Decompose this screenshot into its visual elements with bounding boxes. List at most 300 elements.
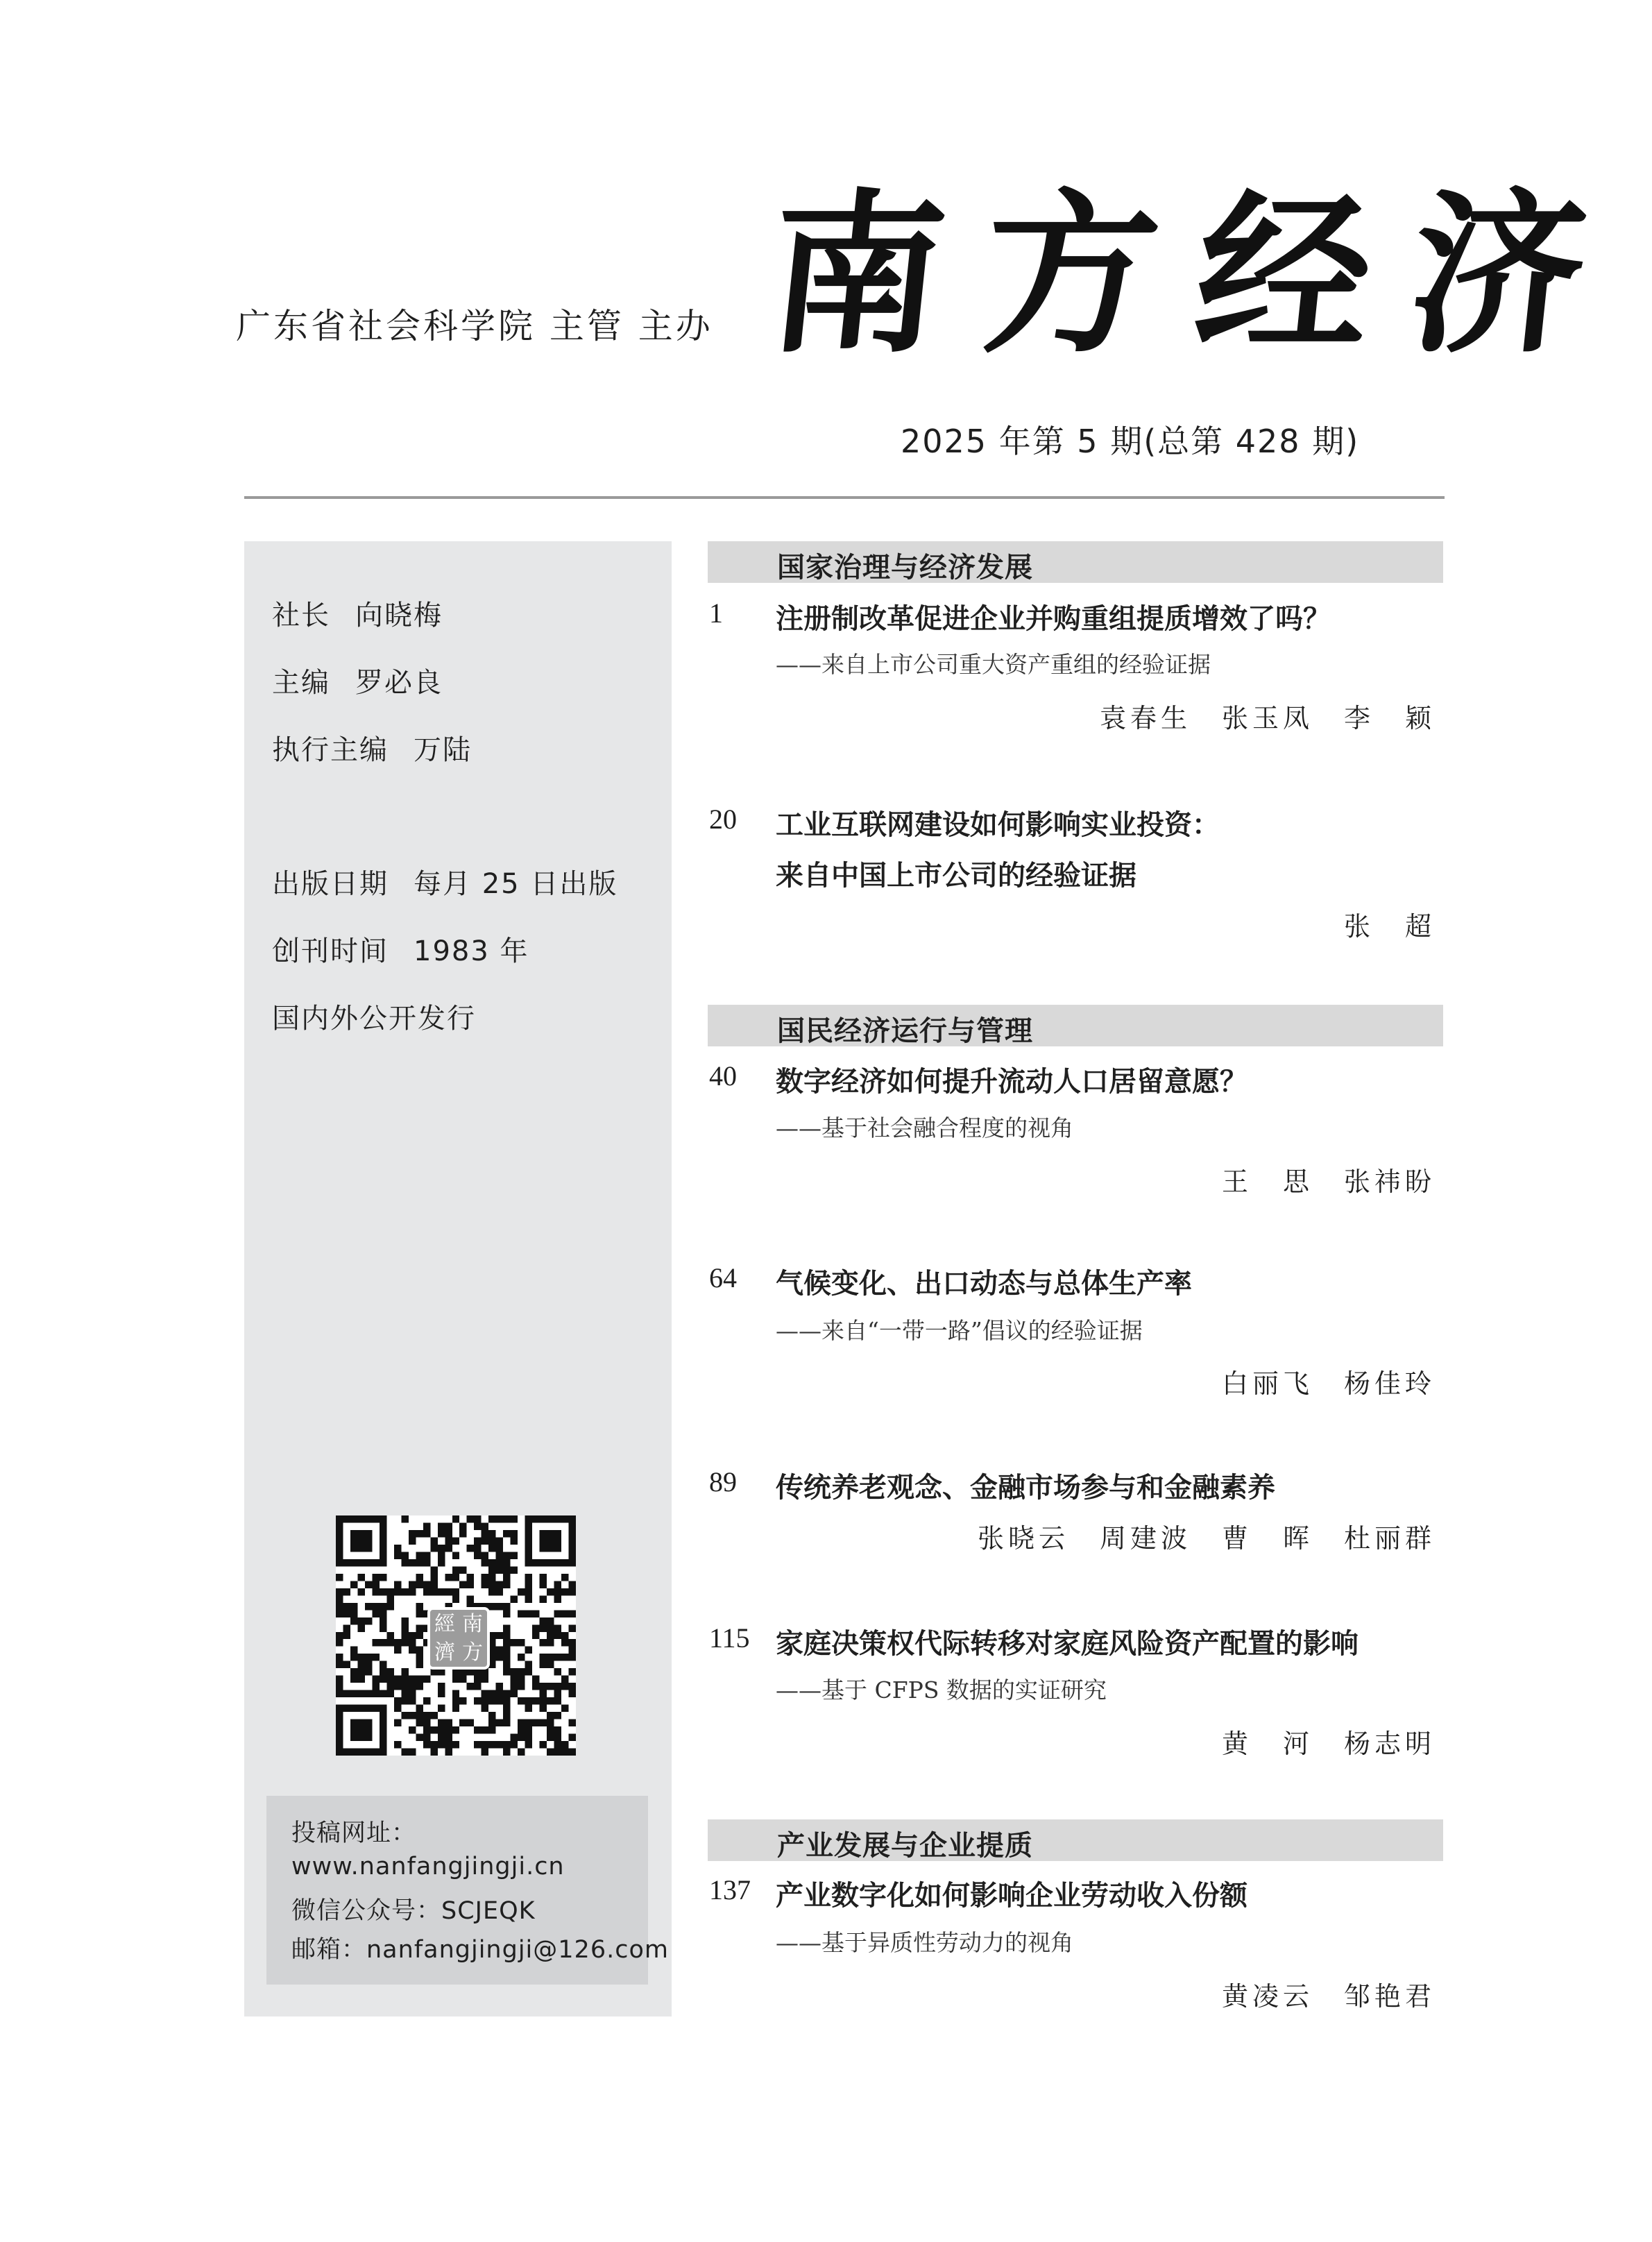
qr-module (511, 1683, 518, 1690)
qr-module (525, 1545, 532, 1552)
qr-module (372, 1639, 379, 1646)
qr-module (569, 1530, 576, 1537)
qr-module (459, 1697, 466, 1704)
qr-module (518, 1683, 525, 1690)
publisher-line: 广东省社会科学院 主管 主办 (236, 306, 713, 346)
qr-module (343, 1690, 350, 1697)
qr-module (561, 1632, 568, 1639)
qr-module (503, 1515, 510, 1522)
qr-module (459, 1676, 466, 1683)
qr-module (503, 1690, 510, 1697)
qr-module (445, 1537, 452, 1544)
qr-module (365, 1726, 372, 1733)
qr-module (336, 1705, 343, 1712)
qr-module (511, 1690, 518, 1697)
qr-module (569, 1537, 576, 1544)
qr-module (474, 1683, 481, 1690)
qr-module (540, 1719, 547, 1726)
qr-module (482, 1530, 488, 1537)
section-header: 国家治理与经济发展 (708, 541, 1443, 583)
qr-module (380, 1515, 386, 1522)
qr-module (547, 1545, 554, 1552)
qr-module (540, 1595, 547, 1602)
qr-module (452, 1595, 459, 1602)
qr-module (365, 1705, 372, 1712)
qr-module (474, 1741, 481, 1748)
wechat-account: 微信公众号：SCJEQK (291, 1897, 536, 1925)
qr-module (380, 1639, 386, 1646)
staff-editor-in-chief: 主编 罗必良 (272, 667, 443, 699)
qr-module (416, 1661, 423, 1668)
qr-module (336, 1574, 343, 1581)
qr-module (438, 1522, 445, 1529)
qr-module (452, 1676, 459, 1683)
qr-module (423, 1712, 430, 1719)
qr-module (394, 1581, 401, 1588)
qr-module (569, 1668, 576, 1675)
qr-module (336, 1603, 343, 1610)
qr-module (401, 1632, 408, 1639)
qr-module (511, 1537, 518, 1544)
qr-module (452, 1705, 459, 1712)
qr-module (488, 1603, 495, 1610)
qr-module (438, 1734, 445, 1741)
qr-module (357, 1559, 364, 1566)
staff-executive-editor: 执行主编 万陆 (272, 734, 472, 766)
qr-module (540, 1617, 547, 1624)
qr-module (380, 1537, 386, 1544)
qr-module (511, 1595, 518, 1602)
qr-module (496, 1545, 503, 1552)
qr-module (525, 1668, 532, 1675)
qr-module (561, 1749, 568, 1756)
qr-module (416, 1552, 423, 1559)
qr-module (474, 1552, 481, 1559)
qr-module (416, 1559, 423, 1566)
qr-module (569, 1683, 576, 1690)
qr-module (540, 1661, 547, 1668)
qr-module (554, 1632, 561, 1639)
qr-module (372, 1676, 379, 1683)
qr-module (511, 1566, 518, 1573)
qr-module (357, 1515, 364, 1522)
qr-module (380, 1690, 386, 1697)
qr-module (554, 1515, 561, 1522)
article-authors: 黄 河 杨志明 (1221, 1729, 1436, 1759)
qr-module (525, 1559, 532, 1566)
qr-module (336, 1712, 343, 1719)
qr-module (561, 1683, 568, 1690)
qr-module (336, 1530, 343, 1537)
qr-module (459, 1522, 466, 1529)
qr-module (423, 1559, 430, 1566)
article-page-number: 89 (709, 1466, 737, 1497)
qr-module (525, 1697, 532, 1704)
article-title[interactable]: 传统养老观念、金融市场参与和金融素养 (776, 1471, 1275, 1504)
article-title[interactable]: 数字经济如何提升流动人口居留意愿？ (776, 1065, 1247, 1098)
qr-module (474, 1537, 481, 1544)
qr-module (445, 1719, 452, 1726)
qr-module (380, 1705, 386, 1712)
qr-module (496, 1683, 503, 1690)
qr-module (503, 1574, 510, 1581)
qr-module (336, 1741, 343, 1748)
qr-module (488, 1726, 495, 1733)
qr-module (409, 1588, 416, 1595)
qr-module (416, 1574, 423, 1581)
qr-module (459, 1719, 466, 1726)
qr-module (401, 1624, 408, 1631)
qr-module (525, 1595, 532, 1602)
qr-module (336, 1690, 343, 1697)
qr-module (503, 1566, 510, 1573)
qr-module (532, 1676, 539, 1683)
article-title[interactable]: 气候变化、出口动态与总体生产率 (776, 1267, 1192, 1300)
qr-logo-badge: 經 南 濟 方 (427, 1607, 490, 1670)
qr-module (409, 1676, 416, 1683)
qr-module (540, 1559, 547, 1566)
qr-module (365, 1545, 372, 1552)
qr-module (416, 1676, 423, 1683)
qr-module (503, 1559, 510, 1566)
article-page-number: 1 (709, 597, 723, 629)
qr-module (401, 1515, 408, 1522)
qr-module (438, 1530, 445, 1537)
qr-module (438, 1690, 445, 1697)
qr-module (365, 1581, 372, 1588)
qr-module (445, 1522, 452, 1529)
qr-module (380, 1661, 386, 1668)
qr-module (380, 1726, 386, 1733)
article-title[interactable]: 注册制改革促进企业并购重组提质增效了吗？ (776, 602, 1331, 635)
qr-module (547, 1749, 554, 1756)
qr-module (380, 1741, 386, 1748)
article-subtitle: ——基于 CFPS 数据的实证研究 (776, 1676, 1107, 1704)
qr-module (525, 1588, 532, 1595)
qr-module (438, 1683, 445, 1690)
qr-module (350, 1545, 357, 1552)
qr-module (496, 1581, 503, 1588)
qr-module (547, 1654, 554, 1661)
qr-module (336, 1537, 343, 1544)
qr-module (336, 1676, 343, 1683)
submission-label: 投稿网址： (291, 1819, 417, 1847)
qr-module (496, 1632, 503, 1639)
qr-module (496, 1697, 503, 1704)
qr-module (350, 1676, 357, 1683)
qr-module (350, 1690, 357, 1697)
qr-module (394, 1705, 401, 1712)
qr-module (416, 1581, 423, 1588)
qr-module (488, 1741, 495, 1748)
qr-module (525, 1581, 532, 1588)
qr-module (357, 1690, 364, 1697)
qr-module (423, 1719, 430, 1726)
qr-module (357, 1588, 364, 1595)
qr-module (423, 1522, 430, 1529)
header-divider (244, 496, 1445, 499)
qr-module (394, 1545, 401, 1552)
qr-module (380, 1522, 386, 1529)
qr-module (416, 1610, 423, 1617)
article-title[interactable]: 工业互联网建设如何影响实业投资： (776, 808, 1220, 841)
qr-module (365, 1617, 372, 1624)
qr-module (380, 1734, 386, 1741)
qr-module (343, 1610, 350, 1617)
qr-module (496, 1515, 503, 1522)
qr-module (547, 1617, 554, 1624)
qr-module (540, 1741, 547, 1748)
contact-email[interactable]: 邮箱：nanfangjingji@126.com (291, 1936, 669, 1964)
article-title[interactable]: 家庭决策权代际转移对家庭风险资产配置的影响 (776, 1627, 1359, 1660)
qr-module (357, 1574, 364, 1581)
qr-module (561, 1654, 568, 1661)
qr-module (561, 1559, 568, 1566)
qr-module (569, 1515, 576, 1522)
qr-module (386, 1639, 393, 1646)
qr-module (438, 1552, 445, 1559)
qr-module (503, 1647, 510, 1654)
qr-module (459, 1581, 466, 1588)
qr-module (496, 1741, 503, 1748)
qr-module (416, 1712, 423, 1719)
qr-module (401, 1683, 408, 1690)
qr-module (350, 1617, 357, 1624)
qr-module (380, 1545, 386, 1552)
qr-module (343, 1603, 350, 1610)
qr-module (540, 1654, 547, 1661)
qr-module (503, 1741, 510, 1748)
qr-module (343, 1661, 350, 1668)
qr-module (336, 1734, 343, 1741)
qr-module (482, 1552, 488, 1559)
article-title[interactable]: 产业数字化如何影响企业劳动收入份额 (776, 1879, 1247, 1912)
qr-module (401, 1617, 408, 1624)
qr-module (336, 1639, 343, 1646)
qr-module (511, 1530, 518, 1537)
qr-module (438, 1705, 445, 1712)
qr-module (496, 1566, 503, 1573)
qr-module (569, 1610, 576, 1617)
qr-module (401, 1668, 408, 1675)
qr-module (394, 1588, 401, 1595)
qr-module (554, 1610, 561, 1617)
qr-module (547, 1712, 554, 1719)
qr-module (409, 1581, 416, 1588)
qr-module (569, 1647, 576, 1654)
qr-module (452, 1588, 459, 1595)
qr-module (547, 1639, 554, 1646)
qr-module (488, 1588, 495, 1595)
qr-module (350, 1603, 357, 1610)
qr-module (554, 1690, 561, 1697)
qr-module (503, 1632, 510, 1639)
qr-module (569, 1559, 576, 1566)
qr-module (474, 1697, 481, 1704)
qr-module (409, 1712, 416, 1719)
info-publish-date: 出版日期 每月 25 日出版 (272, 868, 618, 900)
qr-module (394, 1639, 401, 1646)
qr-module (459, 1530, 466, 1537)
qr-module (380, 1719, 386, 1726)
qr-module (386, 1603, 393, 1610)
qr-module (438, 1545, 445, 1552)
qr-module (401, 1749, 408, 1756)
qr-module (365, 1654, 372, 1661)
qr-module (394, 1647, 401, 1654)
qr-module (503, 1552, 510, 1559)
qr-module (518, 1719, 525, 1726)
qr-module (488, 1537, 495, 1544)
qr-module (423, 1588, 430, 1595)
qr-module (482, 1741, 488, 1748)
article-subtitle: ——基于异质性劳动力的视角 (776, 1929, 1073, 1956)
qr-module (394, 1676, 401, 1683)
qr-module (525, 1522, 532, 1529)
qr-module (547, 1661, 554, 1668)
qr-module (518, 1697, 525, 1704)
qr-module (503, 1624, 510, 1631)
qr-module (474, 1515, 481, 1522)
qr-module (547, 1697, 554, 1704)
qr-module (488, 1712, 495, 1719)
qr-module (423, 1734, 430, 1741)
qr-module (452, 1697, 459, 1704)
qr-module (438, 1741, 445, 1748)
qr-module (394, 1741, 401, 1748)
qr-module (357, 1661, 364, 1668)
qr-module (540, 1624, 547, 1631)
qr-module (438, 1726, 445, 1733)
article-page-number: 64 (709, 1262, 737, 1293)
qr-module (518, 1654, 525, 1661)
qr-module (540, 1690, 547, 1697)
article-subtitle: ——来自“一带一路”倡议的经验证据 (776, 1317, 1143, 1344)
qr-module (357, 1719, 364, 1726)
qr-module (438, 1559, 445, 1566)
qr-module (401, 1552, 408, 1559)
qr-module (554, 1668, 561, 1675)
qr-module (372, 1515, 379, 1522)
qr-module (482, 1749, 488, 1756)
submission-url[interactable]: www.nanfangjingji.cn (291, 1853, 565, 1880)
qr-module (569, 1522, 576, 1529)
qr-module (540, 1639, 547, 1646)
qr-module (488, 1530, 495, 1537)
qr-module (350, 1515, 357, 1522)
qr-module (336, 1522, 343, 1529)
qr-module (365, 1530, 372, 1537)
qr-module (409, 1647, 416, 1654)
qr-module (357, 1726, 364, 1733)
info-distribution: 国内外公开发行 (272, 1003, 476, 1035)
qr-module (380, 1749, 386, 1756)
qr-module (532, 1683, 539, 1690)
qr-module (503, 1603, 510, 1610)
qr-module (488, 1690, 495, 1697)
qr-module (365, 1537, 372, 1544)
qr-module (554, 1624, 561, 1631)
qr-module (409, 1690, 416, 1697)
qr-module (488, 1581, 495, 1588)
qr-module (336, 1749, 343, 1756)
qr-module (350, 1537, 357, 1544)
qr-module (365, 1734, 372, 1741)
qr-module (569, 1654, 576, 1661)
qr-module (518, 1676, 525, 1683)
info-founded: 创刊时间 1983 年 (272, 935, 529, 967)
qr-module (554, 1588, 561, 1595)
qr-module (350, 1749, 357, 1756)
qr-module (416, 1530, 423, 1537)
qr-module (452, 1537, 459, 1544)
qr-module (336, 1545, 343, 1552)
qr-module (343, 1632, 350, 1639)
qr-module (547, 1624, 554, 1631)
article-authors: 袁春生 张玉凤 李 颖 (1099, 703, 1436, 733)
qr-module (561, 1515, 568, 1522)
qr-module (409, 1530, 416, 1537)
qr-module (482, 1726, 488, 1733)
qr-module (416, 1683, 423, 1690)
qr-module (430, 1588, 437, 1595)
qr-module (438, 1588, 445, 1595)
article-authors: 张 超 (1343, 911, 1436, 942)
qr-module (365, 1690, 372, 1697)
qr-module (547, 1588, 554, 1595)
qr-module (540, 1545, 547, 1552)
section-header: 产业发展与企业提质 (708, 1819, 1443, 1861)
qr-module (554, 1537, 561, 1544)
qr-module (350, 1719, 357, 1726)
qr-module (503, 1530, 510, 1537)
qr-module (445, 1545, 452, 1552)
qr-module (386, 1690, 393, 1697)
qr-module (482, 1676, 488, 1683)
qr-module (336, 1683, 343, 1690)
qr-module (423, 1581, 430, 1588)
qr-module (503, 1668, 510, 1675)
qr-module (336, 1632, 343, 1639)
qr-module (372, 1559, 379, 1566)
qr-module (423, 1697, 430, 1704)
qr-module (554, 1734, 561, 1741)
qr-module (554, 1545, 561, 1552)
qr-module (532, 1624, 539, 1631)
qr-module (409, 1726, 416, 1733)
qr-module (540, 1537, 547, 1544)
qr-module (438, 1719, 445, 1726)
qr-module (503, 1712, 510, 1719)
qr-module (445, 1530, 452, 1537)
qr-module (430, 1581, 437, 1588)
article-title-line2[interactable]: 来自中国上市公司的经验证据 (776, 859, 1136, 892)
qr-module (357, 1617, 364, 1624)
qr-module (357, 1705, 364, 1712)
qr-module (357, 1545, 364, 1552)
qr-module (430, 1574, 437, 1581)
qr-module (372, 1654, 379, 1661)
qr-module (554, 1595, 561, 1602)
qr-module (482, 1697, 488, 1704)
qr-module (474, 1522, 481, 1529)
qr-module (416, 1654, 423, 1661)
qr-module (569, 1690, 576, 1697)
qr-module (525, 1552, 532, 1559)
qr-module (518, 1639, 525, 1646)
qr-module (554, 1683, 561, 1690)
qr-module (547, 1515, 554, 1522)
